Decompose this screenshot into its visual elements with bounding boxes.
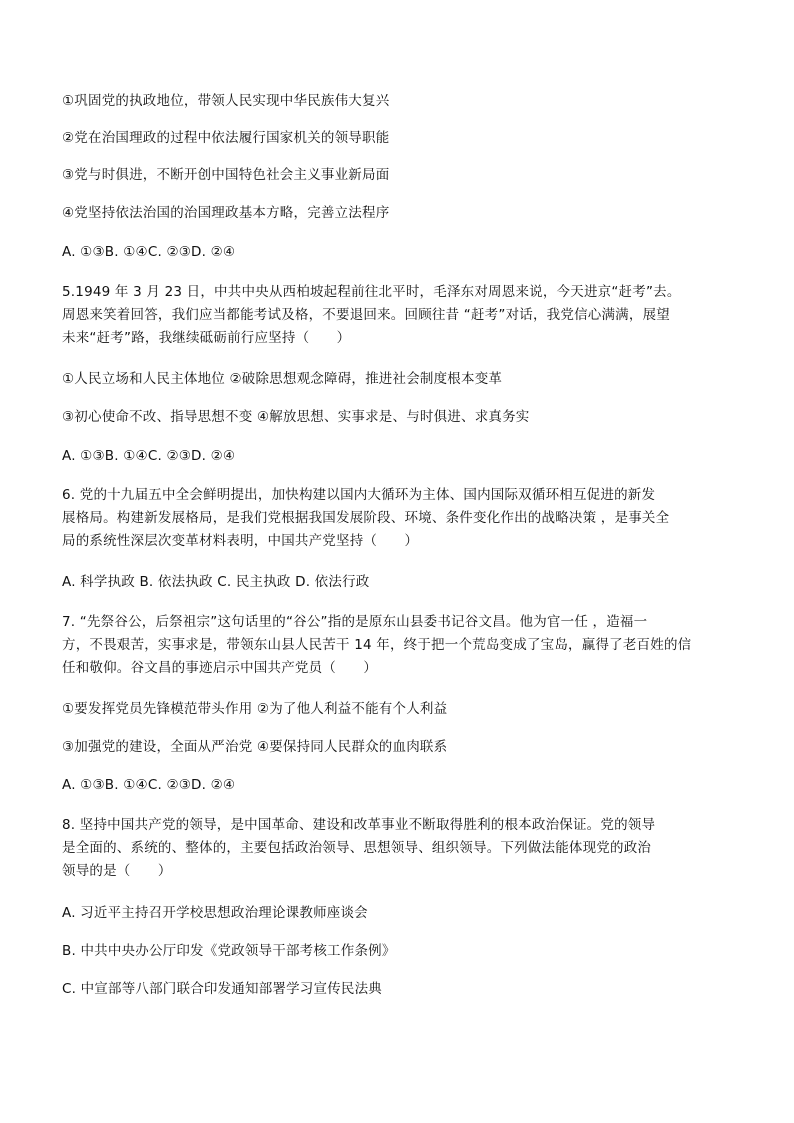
- q5-stem-line: 5.1949 年 3 月 23 日，中共中央从西柏坡起程前往北平时，毛泽东对周恩来说，今天进京“赶考”去。: [62, 284, 681, 300]
- q8-option-a: A. 习近平主持召开学校思想政治理论课教师座谈会: [62, 905, 368, 921]
- q8-option-c: C. 中宣部等八部门联合印发通知部署学习宣传民法典: [62, 981, 383, 997]
- q5-stem-line: 未来“赶考”路，我继续砥砺前行应坚持（ ）: [62, 330, 351, 346]
- q5-options-3-4: ③初心使命不改、指导思想不变 ④解放思想、实事求是、与时俱进、求真务实: [62, 409, 530, 425]
- q8-stem-line: 8. 坚持中国共产党的领导，是中国革命、建设和改革事业不断取得胜利的根本政治保证。党的领导: [62, 817, 656, 833]
- q4-option-3: ③党与时俱进，不断开创中国特色社会主义事业新局面: [62, 167, 390, 183]
- q5-stem: [62, 281, 730, 350]
- q4-option-4: ④党坚持依法治国的治国理政基本方略，完善立法程序: [62, 205, 390, 221]
- q4-option-1: ①巩固党的执政地位，带领人民实现中华民族伟大复兴: [62, 93, 390, 109]
- q7-stem-line: 任和敬仰。谷文昌的事迹启示中国共产党员（ ）: [62, 660, 378, 676]
- q7-choices: A. ①③B. ①④C. ②③D. ②④: [62, 777, 236, 793]
- q8-stem-line: 领导的是（ ）: [62, 863, 172, 879]
- q5-stem-line: 周恩来笑着回答，我们应当都能考试及格，不要退回来。回顾往昔 “赶考”对话，我党信心满满，展望: [62, 307, 670, 323]
- q6-stem-line: 局的系统性深层次变革材料表明，中国共产党坚持（ ）: [62, 533, 419, 549]
- q7-stem-line: 7. “先祭谷公，后祭祖宗”这句话里的“谷公”指的是原东山县委书记谷文昌。他为官一任 ，造福一: [62, 614, 648, 630]
- q7-options-3-4: ③加强党的建设，全面从严治党 ④要保持同人民群众的血肉联系: [62, 739, 448, 755]
- q6-stem: [62, 484, 730, 553]
- q5-choices: A. ①③B. ①④C. ②③D. ②④: [62, 448, 236, 464]
- q7-options-1-2: ①要发挥党员先锋模范带头作用 ②为了他人利益不能有个人利益: [62, 701, 448, 717]
- q5-options-1-2: ①人民立场和人民主体地位 ②破除思想观念障碍，推进社会制度根本变革: [62, 371, 503, 387]
- q7-stem: [62, 611, 730, 680]
- q8-stem-line: 是全面的、系统的、整体的，主要包括政治领导、思想领导、组织领导。下列做法能体现党的政治: [62, 840, 652, 856]
- q8-option-b: B. 中共中央办公厅印发《党政领导干部考核工作条例》: [62, 943, 396, 959]
- q6-choices: A. 科学执政 B. 依法执政 C. 民主执政 D. 依法行政: [62, 574, 370, 590]
- q4-choices: A. ①③B. ①④C. ②③D. ②④: [62, 244, 236, 260]
- q4-option-2: ②党在治国理政的过程中依法履行国家机关的领导职能: [62, 130, 390, 146]
- q8-stem: [62, 814, 730, 883]
- q6-stem-line: 6. 党的十九届五中全会鲜明提出，加快构建以国内大循环为主体、国内国际双循环相互促进的新发: [62, 487, 656, 503]
- q7-stem-line: 方，不畏艰苦，实事求是，带领东山县人民苦干 14 年，终于把一个荒岛变成了宝岛，赢得了老百姓的信: [62, 637, 692, 653]
- q6-stem-line: 展格局。构建新发展格局，是我们党根据我国发展阶段、环境、条件变化作出的战略决策 ，是事关全: [62, 510, 670, 526]
